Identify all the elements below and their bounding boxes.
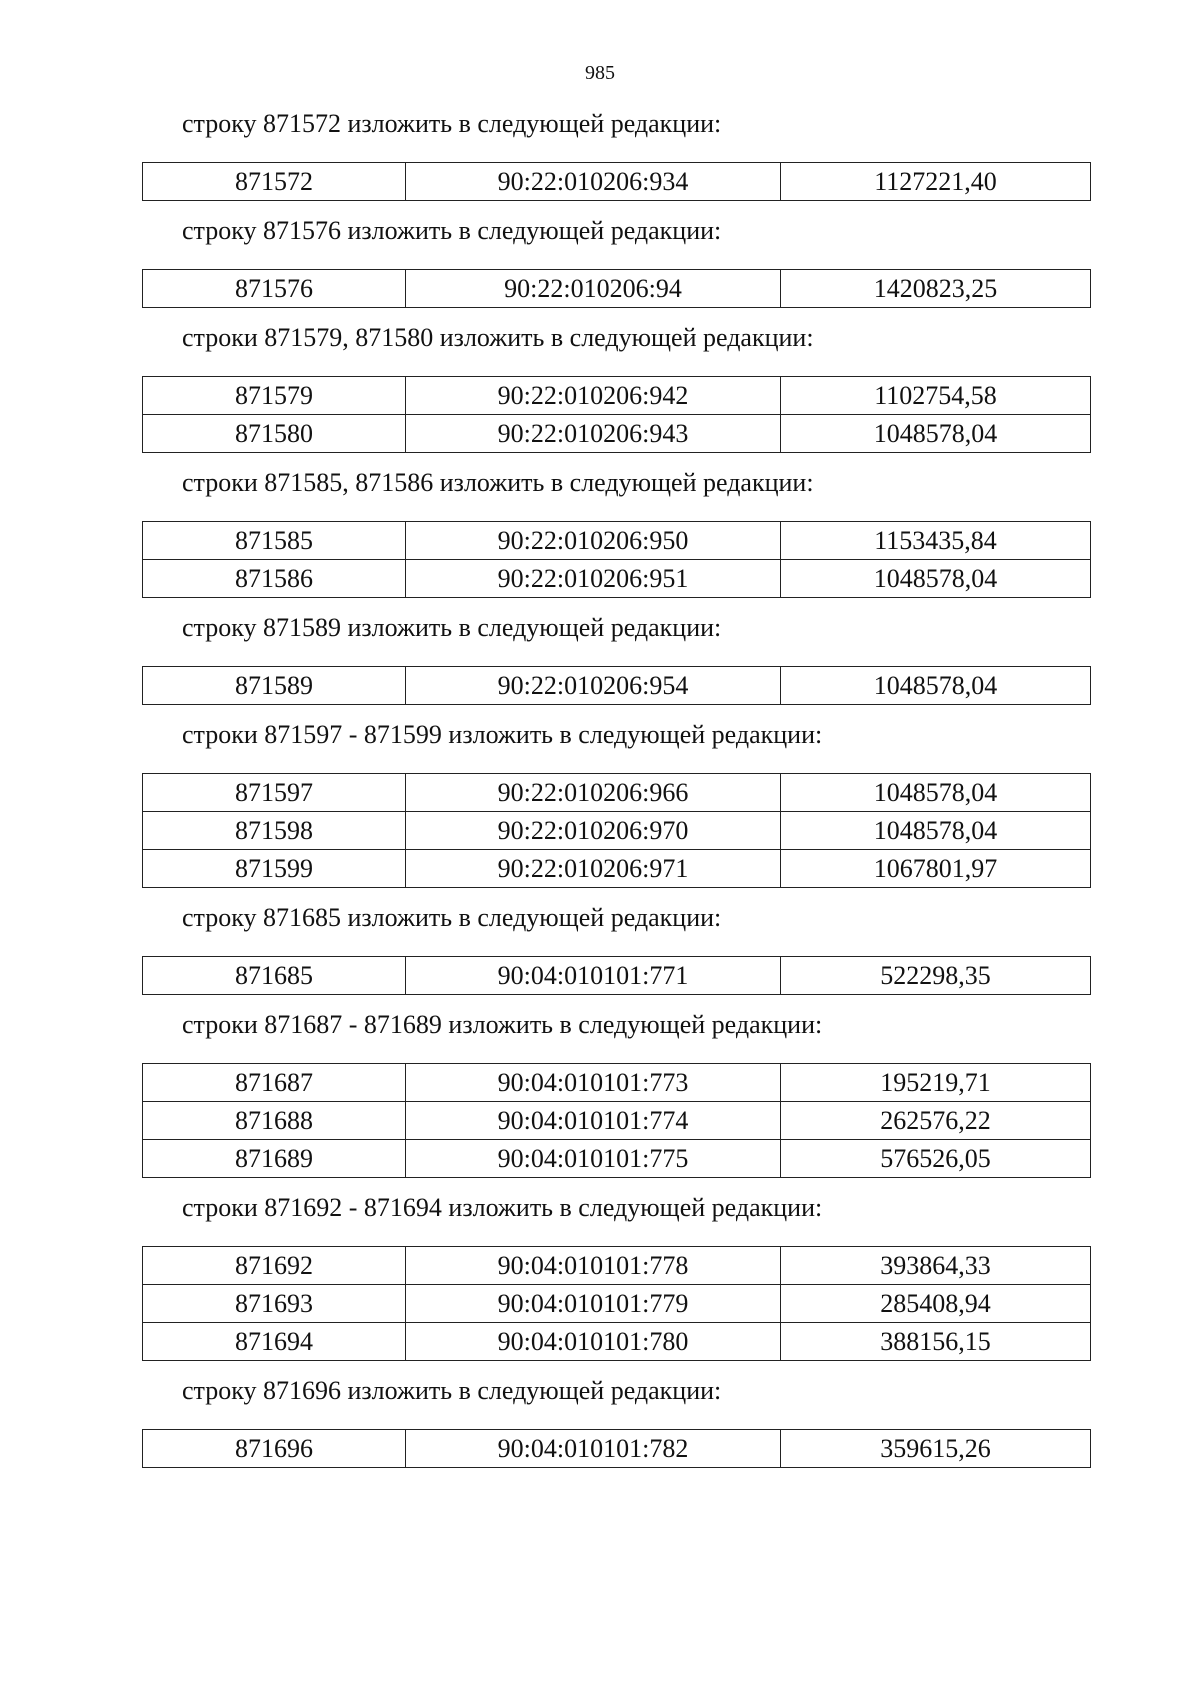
row-number-cell: 871692: [143, 1247, 406, 1285]
amendment-table: [142, 376, 1091, 453]
row-number-cell: 871688: [143, 1102, 406, 1140]
row-number-cell: 871572: [143, 163, 406, 201]
cadastral-number-cell: 90:04:010101:771: [406, 957, 781, 995]
value-cell: 1048578,04: [781, 560, 1091, 598]
document-body: [142, 108, 1087, 1482]
value-cell: 393864,33: [781, 1247, 1091, 1285]
table-row: [143, 1430, 1091, 1468]
cadastral-number-cell: 90:22:010206:970: [406, 812, 781, 850]
table-row: [143, 812, 1091, 850]
cadastral-number-cell: 90:04:010101:779: [406, 1285, 781, 1323]
row-number-cell: 871598: [143, 812, 406, 850]
row-number-cell: 871696: [143, 1430, 406, 1468]
table-row: [143, 1064, 1091, 1102]
table-row: [143, 667, 1091, 705]
cadastral-number-cell: 90:22:010206:966: [406, 774, 781, 812]
value-cell: 1048578,04: [781, 812, 1091, 850]
value-cell: 1127221,40: [781, 163, 1091, 201]
cadastral-number-cell: 90:22:010206:950: [406, 522, 781, 560]
cadastral-number-cell: 90:04:010101:778: [406, 1247, 781, 1285]
row-number-cell: 871694: [143, 1323, 406, 1361]
amendment-table: [142, 1063, 1091, 1178]
amendment-table: [142, 1246, 1091, 1361]
table-row: [143, 560, 1091, 598]
cadastral-number-cell: 90:04:010101:773: [406, 1064, 781, 1102]
table-row: [143, 377, 1091, 415]
cadastral-number-cell: 90:04:010101:782: [406, 1430, 781, 1468]
cadastral-number-cell: 90:22:010206:951: [406, 560, 781, 598]
row-number-cell: 871685: [143, 957, 406, 995]
value-cell: 195219,71: [781, 1064, 1091, 1102]
row-number-cell: 871576: [143, 270, 406, 308]
table-row: [143, 1247, 1091, 1285]
table-row: [143, 1140, 1091, 1178]
amendment-table: [142, 773, 1091, 888]
row-number-cell: 871585: [143, 522, 406, 560]
row-number-cell: 871597: [143, 774, 406, 812]
row-number-cell: 871599: [143, 850, 406, 888]
table-row: [143, 522, 1091, 560]
cadastral-number-cell: 90:22:010206:934: [406, 163, 781, 201]
value-cell: 522298,35: [781, 957, 1091, 995]
amendment-instruction: строку 871589 изложить в следующей редакции:: [182, 613, 722, 642]
amendment-instruction: строки 871597 - 871599 изложить в следующей редакции:: [182, 720, 823, 749]
cadastral-number-cell: 90:22:010206:943: [406, 415, 781, 453]
amendment-instruction: строки 871692 - 871694 изложить в следующей редакции:: [182, 1193, 823, 1222]
row-number-cell: 871580: [143, 415, 406, 453]
cadastral-number-cell: 90:22:010206:971: [406, 850, 781, 888]
table-row: [143, 270, 1091, 308]
amendment-instruction: строки 871579, 871580 изложить в следующей редакции:: [182, 323, 814, 352]
value-cell: 359615,26: [781, 1430, 1091, 1468]
cadastral-number-cell: 90:04:010101:775: [406, 1140, 781, 1178]
table-row: [143, 1102, 1091, 1140]
page-number: 985: [585, 62, 615, 84]
amendment-instruction: строку 871576 изложить в следующей редакции:: [182, 216, 722, 245]
value-cell: 262576,22: [781, 1102, 1091, 1140]
amendment-table: [142, 521, 1091, 598]
row-number-cell: 871589: [143, 667, 406, 705]
value-cell: 576526,05: [781, 1140, 1091, 1178]
amendment-table: [142, 162, 1091, 201]
row-number-cell: 871693: [143, 1285, 406, 1323]
amendment-table: [142, 1429, 1091, 1468]
table-row: [143, 1285, 1091, 1323]
amendment-table: [142, 956, 1091, 995]
amendment-instruction: строки 871585, 871586 изложить в следующей редакции:: [182, 468, 814, 497]
cadastral-number-cell: 90:22:010206:954: [406, 667, 781, 705]
value-cell: 388156,15: [781, 1323, 1091, 1361]
value-cell: 1153435,84: [781, 522, 1091, 560]
value-cell: 1048578,04: [781, 774, 1091, 812]
row-number-cell: 871579: [143, 377, 406, 415]
table-row: [143, 774, 1091, 812]
amendment-instruction: строку 871696 изложить в следующей редакции:: [182, 1376, 722, 1405]
cadastral-number-cell: 90:04:010101:780: [406, 1323, 781, 1361]
value-cell: 1067801,97: [781, 850, 1091, 888]
amendment-table: [142, 666, 1091, 705]
amendment-instruction: строку 871572 изложить в следующей редакции:: [182, 109, 722, 138]
cadastral-number-cell: 90:22:010206:94: [406, 270, 781, 308]
value-cell: 1420823,25: [781, 270, 1091, 308]
value-cell: 1048578,04: [781, 415, 1091, 453]
table-row: [143, 415, 1091, 453]
value-cell: 1102754,58: [781, 377, 1091, 415]
row-number-cell: 871586: [143, 560, 406, 598]
cadastral-number-cell: 90:04:010101:774: [406, 1102, 781, 1140]
value-cell: 1048578,04: [781, 667, 1091, 705]
table-row: [143, 850, 1091, 888]
row-number-cell: 871687: [143, 1064, 406, 1102]
table-row: [143, 1323, 1091, 1361]
amendment-table: [142, 269, 1091, 308]
amendment-instruction: строку 871685 изложить в следующей редакции:: [182, 903, 722, 932]
table-row: [143, 957, 1091, 995]
row-number-cell: 871689: [143, 1140, 406, 1178]
value-cell: 285408,94: [781, 1285, 1091, 1323]
table-row: [143, 163, 1091, 201]
amendment-instruction: строки 871687 - 871689 изложить в следующей редакции:: [182, 1010, 823, 1039]
cadastral-number-cell: 90:22:010206:942: [406, 377, 781, 415]
